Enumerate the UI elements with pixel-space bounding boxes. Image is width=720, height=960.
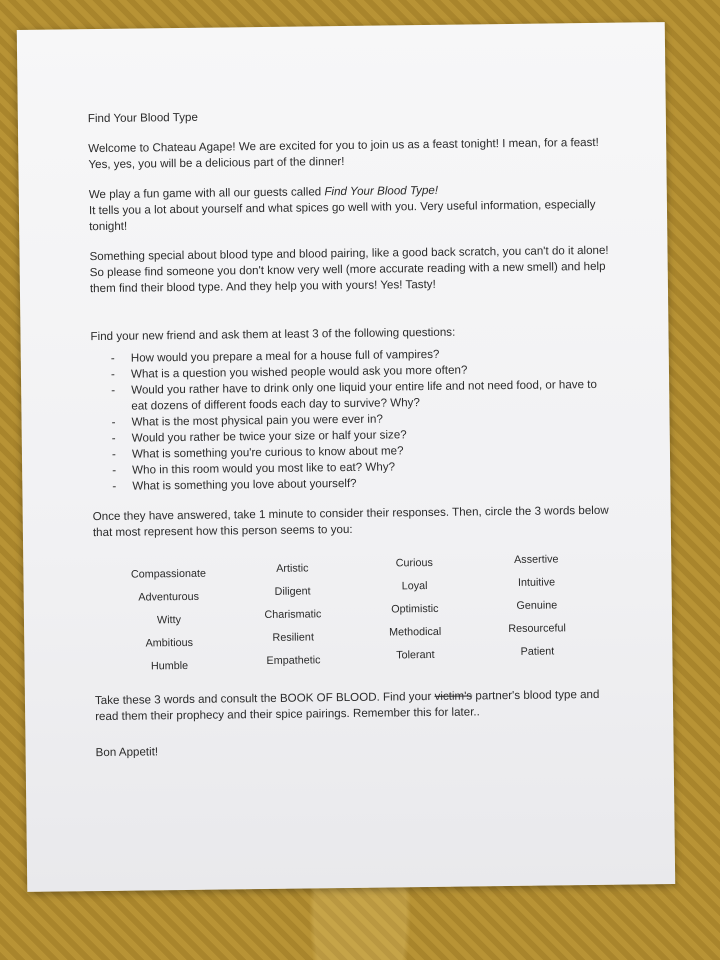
document-title: Find Your Blood Type	[87, 110, 198, 126]
word: Intuitive	[517, 576, 556, 589]
word: Witty	[156, 614, 182, 627]
word-column-4	[471, 551, 602, 668]
document-body	[88, 105, 616, 775]
question-item: - What is something you love about yourself?	[92, 473, 612, 495]
word: Methodical	[388, 625, 442, 639]
question-item: - Would you rather be twice your size or half your size?	[92, 425, 612, 447]
word: Compassionate	[130, 567, 207, 581]
question-item: - What is a question you wished people would ask you more often?	[91, 361, 611, 383]
circle-instructions: Once they have answered, take 1 minute to consider their responses. Then, circle the 3 words below that most represent how this person seems to you:	[92, 503, 609, 540]
word-column-1	[103, 565, 234, 682]
consult-prefix: Take these 3 words and consult the BOOK OF BLOOD. Find your	[94, 689, 435, 708]
word-column-3	[349, 554, 480, 671]
game-name: Find Your Blood Type!	[324, 183, 439, 199]
word-grid	[93, 553, 614, 679]
word: Artistic	[276, 562, 309, 575]
word: Charismatic	[264, 608, 322, 622]
word: Resourceful	[508, 622, 566, 636]
consult-paragraph	[95, 687, 615, 725]
word: Optimistic	[391, 602, 439, 616]
word: Diligent	[274, 585, 311, 598]
paper-sheet	[17, 22, 675, 892]
question-item: - What is something you're curious to know about me?	[92, 441, 612, 463]
pairing-paragraph: Something special about blood type and blood pairing, like a good back scratch, you can't do it alone! So please find someone you don't know very well (more accurate reading with a new smell) and help them find their blood type. And they help you with yours! Yes! Tasty!	[89, 243, 609, 296]
questions-list	[91, 345, 613, 495]
question-item: - What is the most physical pain you were ever in?	[91, 409, 611, 431]
signoff: Bon Appetit!	[95, 745, 159, 760]
word-column-2	[227, 560, 358, 677]
game-paragraph	[89, 181, 610, 235]
intro-paragraph: Welcome to Chateau Agape! We are excited for you to join us as a feast tonight! I mean, for a feast! Yes, yes, you will be a delicious part of the dinner!	[88, 135, 599, 172]
word: Curious	[395, 556, 433, 570]
word: Humble	[150, 659, 189, 673]
word: Genuine	[516, 599, 558, 612]
word: Patient	[520, 645, 555, 658]
word: Assertive	[513, 553, 559, 566]
consult-rest: partner's blood type and read them their prophecy and their spice pairings. Remember this for later..	[95, 687, 600, 724]
word: Adventurous	[138, 590, 200, 604]
question-item: - How would you prepare a meal for a house full of vampires?	[91, 345, 611, 367]
question-item: - Who in this room would you most like to eat? Why?	[92, 457, 612, 479]
word: Loyal	[401, 580, 428, 593]
word: Ambitious	[145, 636, 194, 650]
questions-intro: Find your new friend and ask them at least 3 of the following questions:	[90, 325, 456, 344]
game-line-prefix: We play a fun game with all our guests called	[88, 185, 325, 202]
struck-word: victim's	[434, 689, 473, 703]
game-line-rest: It tells you a lot about yourself and what spices go well with you. Very useful information, especially tonight!	[88, 197, 596, 234]
word: Tolerant	[396, 648, 435, 662]
question-item: - Would you rather have to drink only one liquid your entire life and not need food, or have to eat dozens of different foods each day to survive? Why?	[91, 377, 611, 415]
word: Empathetic	[266, 654, 321, 667]
word: Resilient	[272, 631, 314, 644]
